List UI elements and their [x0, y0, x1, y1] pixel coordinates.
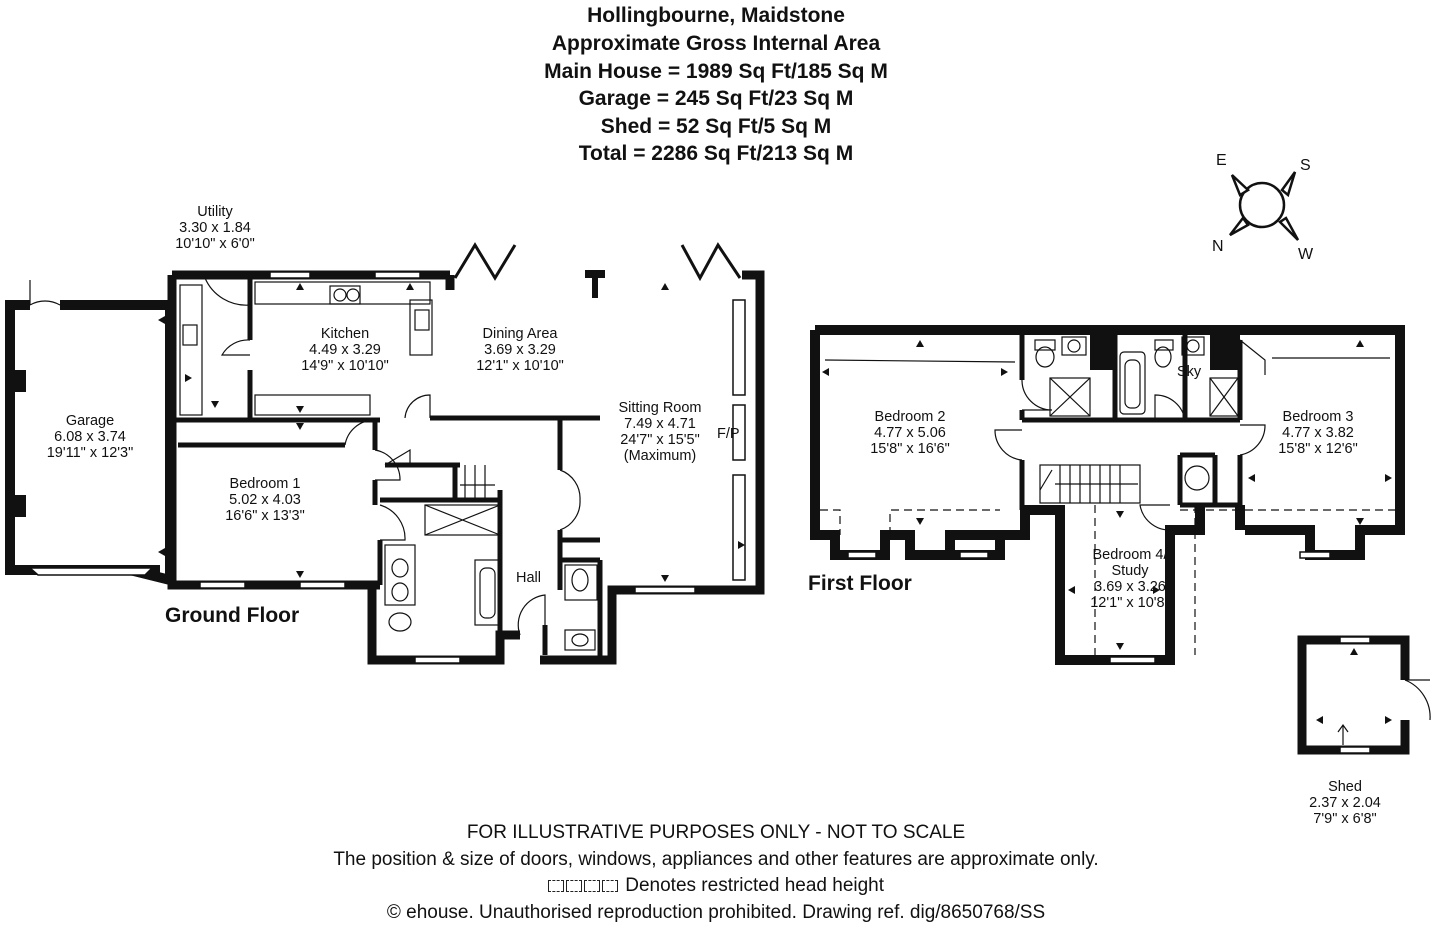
room-name: Sitting Room [618, 400, 702, 416]
room-label-sitting-room [600, 400, 720, 464]
room-imperial: 14'9" x 10'10" [301, 358, 389, 374]
compass-west-label: W [1298, 246, 1314, 263]
room-name-2: Study [1111, 563, 1149, 579]
room-imperial: 15'8" x 16'6" [870, 441, 950, 457]
room-label-bedroom-3 [1258, 409, 1378, 457]
room-name: Shed [1328, 779, 1362, 795]
skylight-label: Sky [1177, 364, 1202, 380]
room-name: Utility [197, 204, 233, 220]
main-house-area: Main House = 1989 Sq Ft/185 Sq M [544, 60, 888, 83]
room-label-dining-area [460, 326, 580, 374]
room-label-garage [30, 413, 150, 461]
restricted-head-height-legend-icon [548, 875, 620, 896]
room-name: Bedroom 2 [874, 409, 946, 425]
area-title: Approximate Gross Internal Area [551, 32, 881, 55]
room-name: Bedroom 4/ [1092, 547, 1168, 563]
room-label-bedroom-4-study [1075, 547, 1185, 611]
plan-location-title: Hollingbourne, Maidstone [587, 4, 845, 27]
room-imperial: 12'1" x 10'8" [1090, 595, 1170, 611]
room-metric: 5.02 x 4.03 [229, 492, 301, 508]
room-name: Dining Area [482, 326, 558, 342]
room-imperial: 10'10" x 6'0" [175, 236, 255, 252]
ground-floor-title: Ground Floor [165, 604, 300, 627]
legend-row [0, 873, 1432, 900]
room-metric: 6.08 x 3.74 [54, 429, 126, 445]
room-metric: 3.30 x 1.84 [179, 220, 251, 236]
compass-north-label: N [1212, 238, 1224, 255]
first-floor-title: First Floor [808, 572, 912, 595]
room-note: (Maximum) [623, 448, 697, 464]
first-floor-internal-walls [1022, 330, 1240, 525]
copyright-text: © ehouse. Unauthorised reproduction prohibited. Drawing ref. dig/8650768/SS [386, 902, 1046, 923]
room-label-hall: Hall [516, 570, 541, 586]
room-imperial: 16'6" x 13'3" [225, 508, 305, 524]
room-label-utility [165, 204, 265, 252]
disclaimer-text: FOR ILLUSTRATIVE PURPOSES ONLY - NOT TO SCALE [466, 822, 966, 843]
room-label-bedroom-1 [205, 476, 325, 524]
legend-text: Denotes restricted head height [625, 875, 885, 896]
compass-east-label: E [1216, 152, 1227, 169]
room-label-kitchen [285, 326, 405, 374]
shed-walls [1302, 640, 1405, 750]
first-floor-stairs [1040, 465, 1140, 503]
room-metric: 2.37 x 2.04 [1309, 795, 1381, 811]
room-metric: 4.77 x 5.06 [874, 425, 946, 441]
room-label-bedroom-2 [850, 409, 970, 457]
room-name: Bedroom 1 [229, 476, 301, 492]
room-metric: 3.69 x 3.29 [484, 342, 556, 358]
room-metric: 4.77 x 3.82 [1282, 425, 1354, 441]
room-imperial: 12'1" x 10'10" [476, 358, 564, 374]
compass-south-label: S [1300, 157, 1311, 174]
approximate-note: The position & size of doors, windows, appliances and other features are approximate only. [333, 849, 1099, 870]
fireplace-label: F/P [717, 426, 740, 442]
room-imperial: 7'9" x 6'8" [1313, 811, 1377, 827]
room-imperial: 15'8" x 12'6" [1278, 441, 1358, 457]
compass-icon [1230, 172, 1298, 240]
room-name: Garage [65, 413, 115, 429]
first-floor-fixtures [1035, 337, 1238, 490]
shed-area: Shed = 52 Sq Ft/5 Sq M [600, 115, 832, 138]
room-imperial: 19'11" x 12'3" [46, 445, 134, 461]
room-metric: 7.49 x 4.71 [624, 416, 696, 432]
room-name: Bedroom 3 [1282, 409, 1354, 425]
room-metric: 3.69 x 3.26 [1094, 579, 1166, 595]
garage-area: Garage = 245 Sq Ft/23 Sq M [578, 87, 854, 110]
room-imperial: 24'7" x 15'5" [620, 432, 700, 448]
room-metric: 4.49 x 3.29 [309, 342, 381, 358]
room-name: Kitchen [320, 326, 370, 342]
total-area: Total = 2286 Sq Ft/213 Sq M [578, 142, 854, 165]
